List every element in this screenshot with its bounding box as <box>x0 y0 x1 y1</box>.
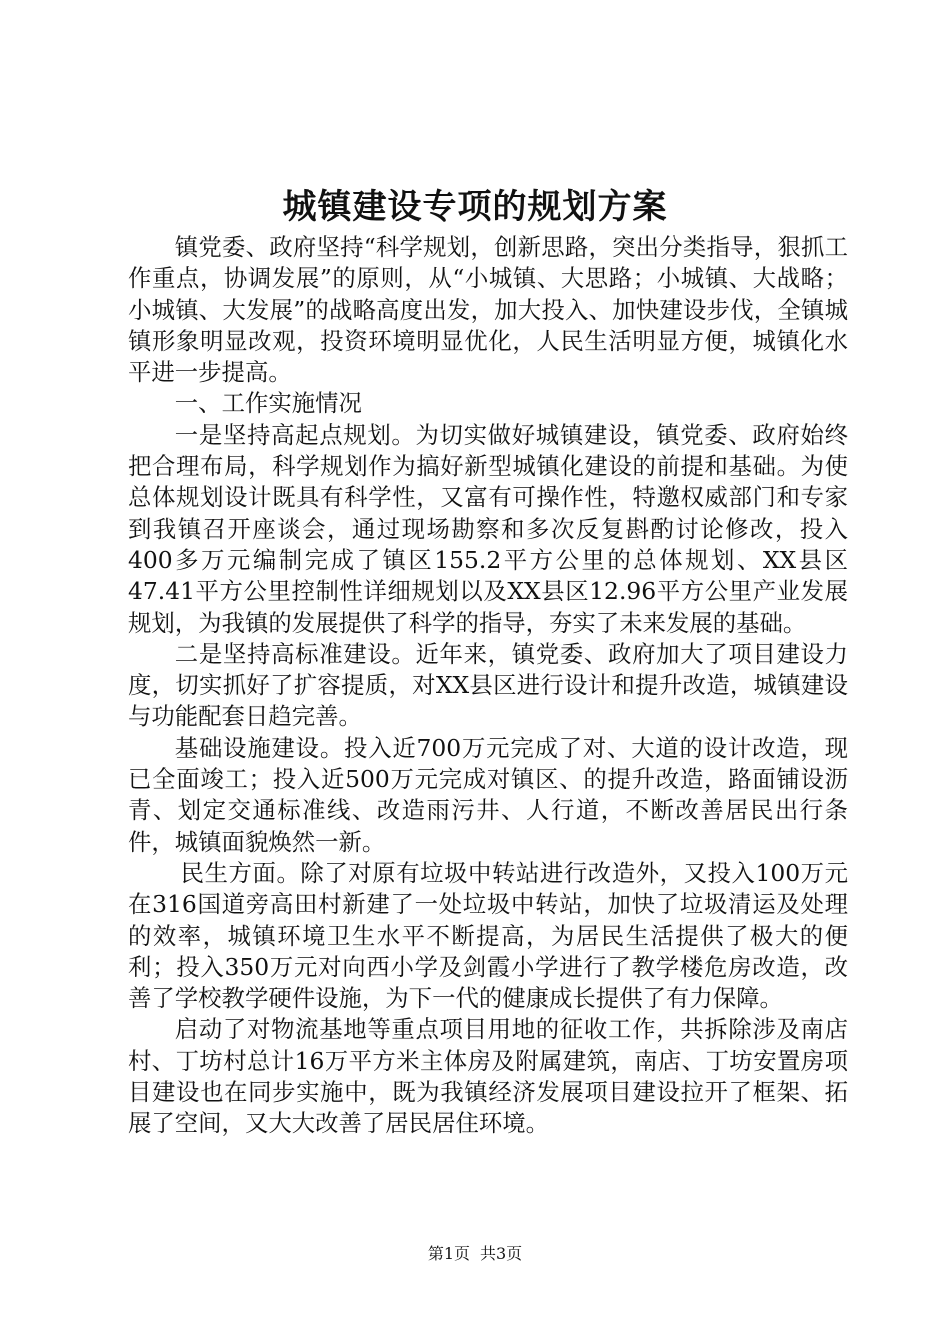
intro-paragraph: 镇党委、政府坚持“科学规划，创新思路，突出分类指导，狠抓工作重点，协调发展”的原则，从“小城镇、大思路；小城镇、大战略；小城镇、大发展”的战略高度出发，加大投入、加快建设步伐，全镇城镇形象明显改观，投资环境明显优化，人民生活明显方便，城镇化水平进一步提高。 <box>128 233 848 387</box>
infrastructure-paragraph: 基础设施建设。投入近700万元完成了对、大道的设计改造，现已全面竣工；投入近500万元完成对镇区、的提升改造，路面铺设沥青、划定交通标准线、改造雨污井、人行道，不断改善居民出行条件，城镇面貌焕然一新。 <box>128 733 848 856</box>
page-title: 城镇建设专项的规划方案 <box>282 187 668 227</box>
page-footer <box>0 1243 950 1265</box>
planning-paragraph: 一是坚持高起点规划。为切实做好城镇建设，镇党委、政府始终把合理布局，科学规划作为搞好新型城镇化建设的前提和基础。为使总体规划设计既具有科学性，又富有可操作性，特邀权威部门和专家到我镇召开座谈会，通过现场勘察和多次反复斟酌讨论修改，投入400多万元编制完成了镇区155.2平方公里的总体规划、XX县区47.41平方公里控制性详细规划以及XX县区12.96平方公里产业发展规划，为我镇的发展提供了科学的指导，夯实了未来发展的基础。 <box>128 420 848 637</box>
page-total: 共3页 <box>480 1244 523 1263</box>
section-heading: 一、工作实施情况 <box>174 389 362 418</box>
construction-paragraph: 二是坚持高标准建设。近年来，镇党委、政府加大了项目建设力度，切实抓好了扩容提质，对XX县区进行设计和提升改造，城镇建设与功能配套日趋完善。 <box>128 639 848 731</box>
land-acquisition-paragraph: 启动了对物流基地等重点项目用地的征收工作，共拆除涉及南店村、丁坊村总计16万平方米主体房及附属建筑，南店、丁坊安置房项目建设也在同步实施中，既为我镇经济发展项目建设拉开了框架、拓展了空间，又大大改善了居民居住环境。 <box>128 1015 848 1138</box>
page-number: 第1页 <box>427 1244 470 1263</box>
document-body <box>128 232 848 1140</box>
livelihood-paragraph: 民生方面。除了对原有垃圾中转站进行改造外，又投入100万元在316国道旁高田村新建了一处垃圾中转站，加快了垃圾清运及处理的效率，城镇环境卫生水平不断提高，为居民生活提供了极大的便利；投入350万元对向西小学及剑霞小学进行了教学楼危房改造，改善了学校教学硬件设施，为下一代的健康成长提供了有力保障。 <box>128 858 848 1013</box>
